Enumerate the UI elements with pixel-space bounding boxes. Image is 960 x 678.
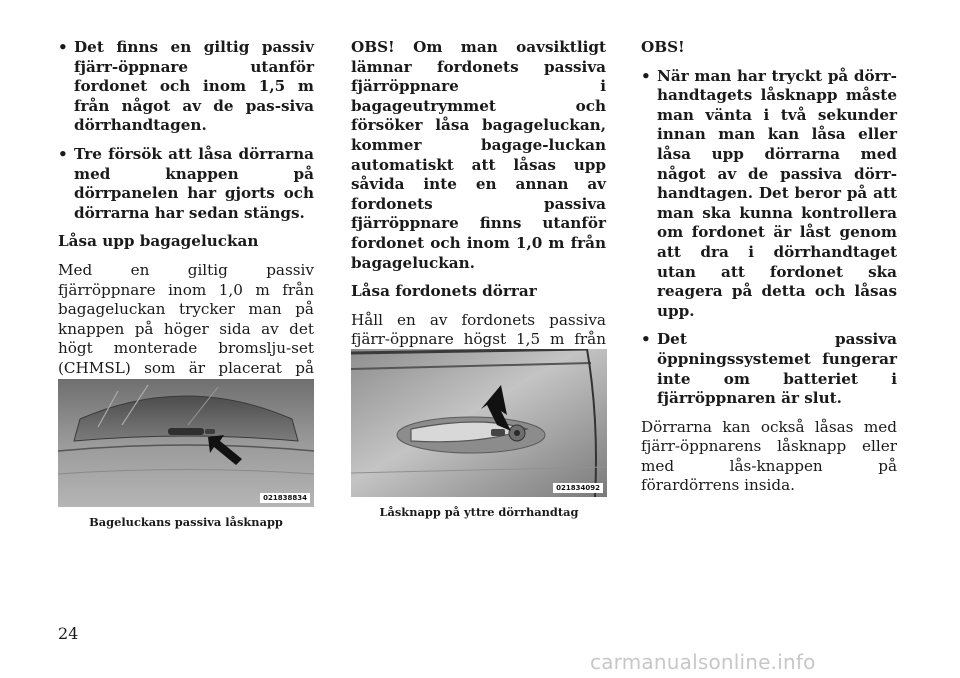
section-heading-unlock-trunk: Låsa upp bagageluckan — [58, 232, 259, 251]
section-heading-lock-doors: Låsa fordonets dörrar — [351, 282, 537, 301]
body-paragraph: Med en giltig passiv fjärröppnare inom 1,0 m från bagageluckan trycker man på knappen på höger sida av det högt monterade bromslju-set (CHMSL) som är placerat på — [58, 260, 314, 377]
column-1 — [58, 38, 314, 407]
figure-trunk-lid — [58, 379, 314, 507]
page-number: 24 — [58, 624, 79, 643]
body-paragraph: Håll en av fordonets passiva fjärr-öppnare högst 1,5 m från — [351, 310, 606, 349]
bullet-item — [58, 145, 314, 223]
bullet-icon: • — [641, 330, 651, 349]
watermark: carmanualsonline.info — [590, 650, 816, 674]
bullet-item — [58, 38, 314, 136]
figure-door-handle — [351, 349, 607, 497]
bullet-item — [641, 330, 897, 408]
bullet-text: Tre försök att låsa dörrarna med knappen på dörrpanelen har gjorts och dörrarna har sedan stängs. — [74, 144, 314, 222]
bullet-icon: • — [58, 144, 68, 163]
bullet-text: Det passiva öppningssystemet fungerar inte om batteriet i fjärröppnaren är slut. — [657, 330, 897, 408]
obs-heading: OBS! — [641, 38, 685, 56]
bullet-text: Det finns en giltig passiv fjärr-öppnare utanför fordonet och inom 1,5 m från något av de pas-siva dörrhandtagen. — [74, 38, 314, 135]
trunk-lid-illustration — [58, 379, 314, 507]
bullet-item — [641, 67, 897, 322]
column-3 — [641, 38, 897, 505]
bullet-icon: • — [58, 38, 68, 56]
obs-note: OBS! Om man oavsiktligt lämnar fordonets passiva fjärröppnare i bagageutrymmet och försöker låsa bagageluckan, kommer bagage-luckan automatiskt att låsas upp såvida inte en annan av fordonets passiva fjärröppnare finns utanför fordonet och inom 1,0 m från bagageluckan. — [351, 38, 606, 272]
figure-caption: Låsknapp på yttre dörrhandtag — [379, 505, 579, 519]
bullet-icon: • — [641, 66, 651, 85]
door-handle-illustration — [351, 349, 607, 497]
figure-code: 021838834 — [260, 493, 310, 503]
bullet-text: När man har tryckt på dörr-handtagets låsknapp måste man vänta i två sekunder innan man kan låsa eller låsa upp dörrarna med något av de passiva dörr-handtagen. Det beror på att man ska kunna kontrollera om fordonet är låst genom att dra i dörrhandtaget utan att fordonet ska reagera på detta och låsas upp. — [657, 66, 897, 320]
figure-code: 021834092 — [553, 483, 603, 493]
body-paragraph: Dörrarna kan också låsas med fjärr-öppnarens låsknapp eller med lås-knappen på förardörrens insida. — [641, 417, 897, 495]
figure-caption: Bageluckans passiva låsknapp — [89, 515, 283, 529]
